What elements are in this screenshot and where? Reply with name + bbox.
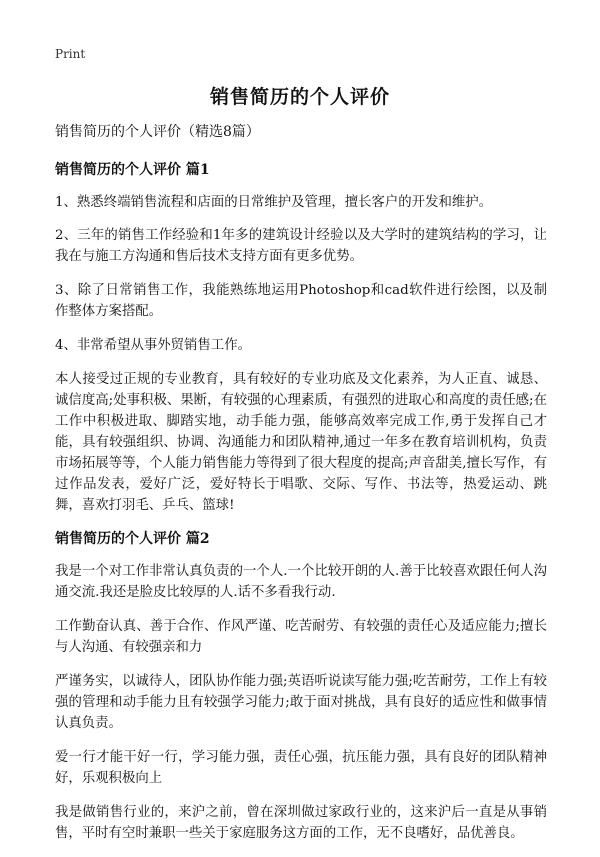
- paragraph: 严谨务实，以诚待人，团队协作能力强;英语听说读写能力强;吃苦耐劳，工作上有较强的管理和动手能力且有较强学习能力;敢于面对挑战，具有良好的适应性和做事情认真负责。: [55, 674, 547, 731]
- paragraph: 1、熟悉终端销售流程和店面的日常维护及管理，擅长客户的开发和维护。: [55, 195, 493, 210]
- paragraph: 3、除了日常销售工作，我能熟练地运用Photoshop和cad软件进行绘图，以及制作整体方案搭配。: [55, 283, 547, 319]
- paragraph: 我是做销售行业的，来沪之前，曾在深圳做过家政行业的，这来沪后一直是从事销售，平时有空时兼职一些关于家庭服务这方面的工作，无不良嗜好，品优善良。: [55, 805, 547, 841]
- print-label: Print: [55, 47, 86, 61]
- document-subtitle: 销售简历的个人评价（精选8篇）: [55, 124, 260, 140]
- document-content: [55, 122, 547, 857]
- paragraph: 我是一个对工作非常认真负责的一个人.一个比较开朗的人.善于比较喜欢跟任何人沟通交流.我还是脸皮比较厚的人.话不多看我行动.: [55, 564, 547, 600]
- paragraph: 4、非常希望从事外贸销售工作。: [55, 338, 251, 353]
- paragraph: 本人接受过正规的专业教育，具有较好的专业功底及文化素养，为人正直、诚恳、诚信度高;处事积极、果断，有较强的心理素质，有强烈的进取心和高度的责任感;在工作中积极进取、脚踏实地，动手能力强，能够高效率完成工作,勇于发挥自己才能，具有较强组织、协调、沟通能力和团队精神,通过一年多在教育培训机构，负责市场拓展等等，个人能力销售能力等得到了很大程度的提高;声音甜美,擅长写作，有过作品发表，爱好广泛，爱好特长于唱歌、交际、写作、书法等，热爱运动、跳舞，喜欢打羽毛、乒乓、篮球!: [55, 372, 547, 513]
- document-title: 销售简历的个人评价: [209, 86, 390, 108]
- paragraph: 2、三年的销售工作经验和1年多的建筑设计经验以及大学时的建筑结构的学习，让我在与施工方沟通和售后技术支持方面有更多优势。: [55, 228, 547, 264]
- section-2: [55, 529, 547, 844]
- paragraph: 工作勤奋认真、善于合作、作风严谨、吃苦耐劳、有较强的责任心及适应能力;擅长与人沟通、有较强亲和力: [55, 619, 547, 655]
- section-1: [55, 160, 547, 516]
- paragraph: 爱一行才能干好一行，学习能力强，责任心强，抗压能力强，具有良好的团队精神好，乐观积极向上: [55, 750, 547, 786]
- section-heading: 销售简历的个人评价 篇1: [55, 162, 210, 178]
- section-heading: 销售简历的个人评价 篇2: [55, 531, 210, 547]
